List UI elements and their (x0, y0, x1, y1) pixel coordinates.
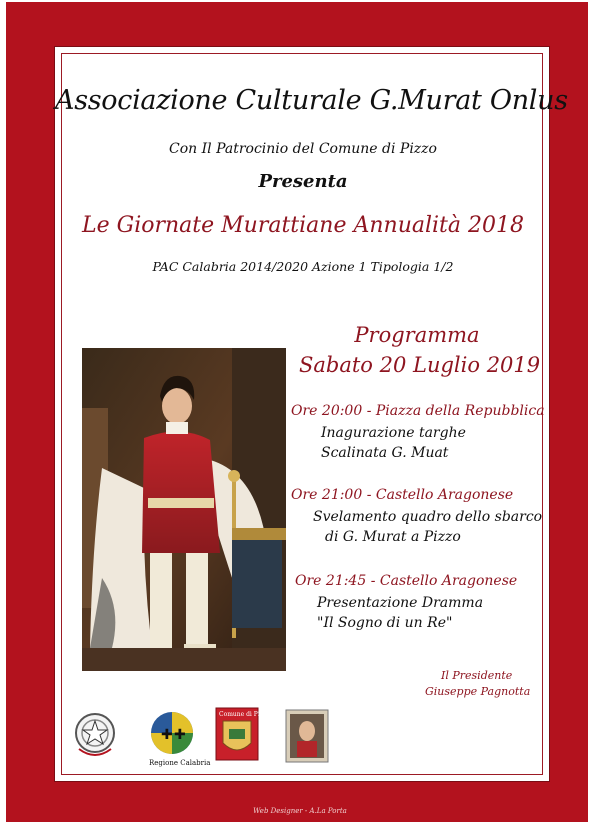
event-2-time-place: Ore 21:00 - Castello Aragonese (291, 487, 514, 503)
president-role: Il Presidente (441, 669, 513, 682)
portrait-painting (82, 348, 286, 671)
event-2-line-1: Svelamento quadro dello sbarco (313, 509, 543, 525)
event-1-line-1: Inagurazione targhe (321, 425, 466, 441)
murat-portrait (82, 348, 286, 671)
event-3-time-place: Ore 21:45 - Castello Aragonese (295, 573, 518, 589)
event-1-time-place: Ore 20:00 - Piazza della Repubblica (291, 403, 545, 419)
poster-frame (54, 46, 568, 782)
murat-stamp-icon (285, 709, 329, 763)
program-heading: Programma (354, 323, 480, 347)
event-3-line-2: "Il Sogno di un Re" (317, 615, 453, 631)
comune-logo-label: Comune di Pizzo (219, 711, 270, 718)
association-title: Associazione Culturale G.Murat Onlus (55, 85, 568, 116)
program-date: Sabato 20 Luglio 2019 (299, 353, 541, 377)
event-2-line-2: di G. Murat a Pizzo (325, 529, 461, 545)
event-title: Le Giornate Murattiane Annualità 2018 (82, 213, 524, 238)
region-logo-label: Regione Calabria (149, 759, 211, 767)
regione-calabria-logo-icon (147, 711, 197, 757)
web-designer-credit: Web Designer - A.La Porta (253, 807, 347, 815)
president-name: Giuseppe Pagnotta (425, 685, 531, 698)
funding-line: PAC Calabria 2014/2020 Azione 1 Tipologia 1/2 (152, 259, 454, 274)
presents-line: Presenta (258, 171, 348, 192)
event-3-line-1: Presentazione Dramma (317, 595, 484, 611)
italian-republic-emblem-icon (73, 711, 117, 761)
event-1-line-2: Scalinata G. Muat (321, 445, 449, 461)
svg-text:✚: ✚ (161, 727, 173, 743)
svg-text:✚: ✚ (174, 727, 186, 743)
patronage-line: Con Il Patrocinio del Comune di Pizzo (169, 141, 437, 157)
